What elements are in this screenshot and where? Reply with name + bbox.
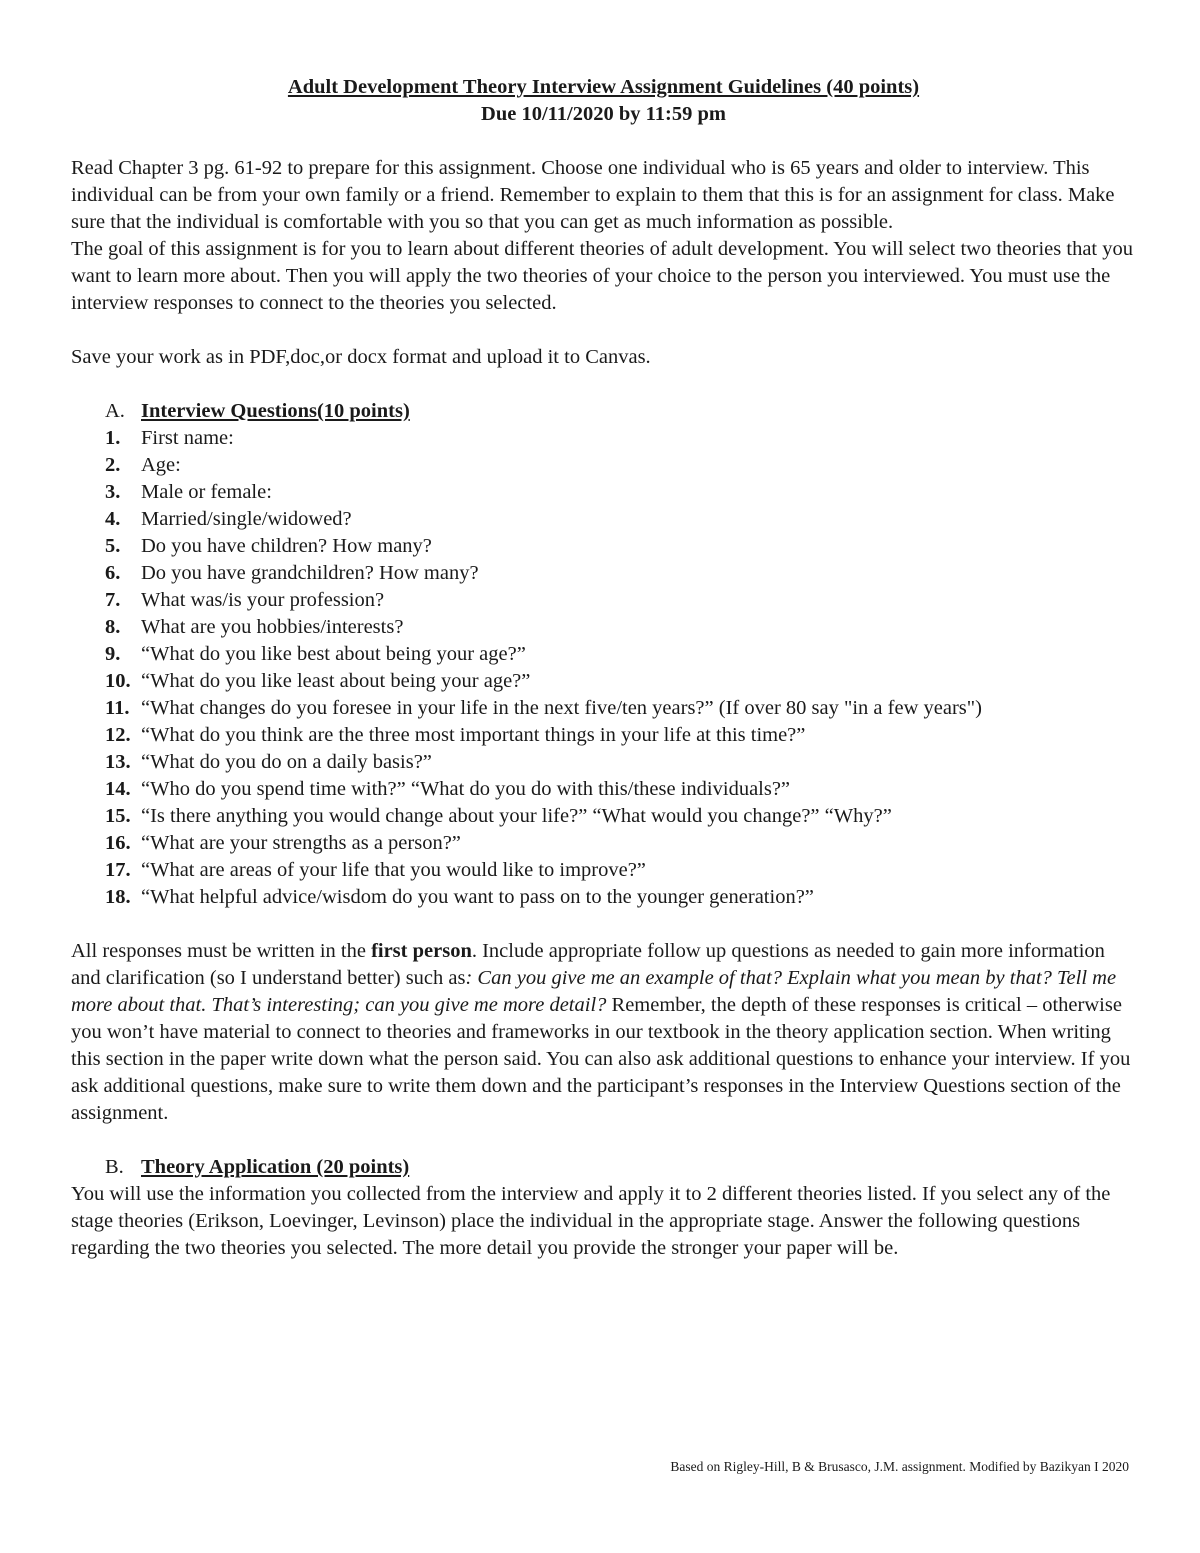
list-item xyxy=(71,614,1136,641)
question-number: 13. xyxy=(105,751,131,773)
list-item xyxy=(71,776,1136,803)
section-b-heading xyxy=(71,1154,1136,1181)
question-text: “What do you like best about being your age?” xyxy=(141,643,526,665)
intro-paragraph: Read Chapter 3 pg. 61-92 to prepare for this assignment. Choose one individual who is 65 years and older to interview. This individual can be from your own family or a friend. Remember to explain to them that this is for an assignment for class. Make sure that the individual is comfortable with you so that you can get as much information as possible. xyxy=(71,157,1115,233)
list-item xyxy=(71,695,1136,722)
question-number: 11. xyxy=(105,697,130,719)
theory-application-paragraph: You will use the information you collected from the interview and apply it to 2 different theories listed. If you select any of the stage theories (Erikson, Loevinger, Levinson) place the individual in the appropriate stage. Answer the following questions regarding the two theories you selected. The more detail you provide the stronger your paper will be. xyxy=(71,1183,1111,1259)
question-number: 2. xyxy=(105,454,121,476)
responses-lead: All responses must be written in the xyxy=(71,940,372,962)
interview-question-list xyxy=(71,425,1136,911)
question-text: “Who do you spend time with?” “What do you do with this/these individuals?” xyxy=(141,778,791,800)
list-item xyxy=(71,479,1136,506)
list-item xyxy=(71,452,1136,479)
question-text: What was/is your profession? xyxy=(141,589,385,611)
due-date: Due 10/11/2020 by 11:59 pm xyxy=(481,103,726,125)
document-page xyxy=(71,74,1136,1262)
question-number: 14. xyxy=(105,778,131,800)
question-text: Male or female: xyxy=(141,481,272,503)
question-number: 9. xyxy=(105,643,121,665)
question-text: “What do you think are the three most important things in your life at this time?” xyxy=(141,724,806,746)
question-text: First name: xyxy=(141,427,234,449)
spacer xyxy=(71,1127,1136,1154)
question-text: “What do you do on a daily basis?” xyxy=(141,751,432,773)
question-number: 1. xyxy=(105,427,121,449)
question-number: 15. xyxy=(105,805,131,827)
question-text: Married/single/widowed? xyxy=(141,508,352,530)
question-number: 16. xyxy=(105,832,131,854)
question-text: “Is there anything you would change about your life?” “What would you change?” “Why?” xyxy=(141,805,892,827)
question-number: 4. xyxy=(105,508,121,530)
spacer xyxy=(71,128,1136,155)
responses-bold: first person xyxy=(371,940,472,962)
question-number: 5. xyxy=(105,535,121,557)
question-text: “What are areas of your life that you would like to improve?” xyxy=(141,859,646,881)
list-item xyxy=(71,641,1136,668)
list-item xyxy=(71,587,1136,614)
question-number: 8. xyxy=(105,616,121,638)
list-item xyxy=(71,830,1136,857)
section-a-letter: A. xyxy=(105,400,125,422)
list-item xyxy=(71,857,1136,884)
list-item xyxy=(71,722,1136,749)
question-number: 10. xyxy=(105,670,131,692)
list-item xyxy=(71,560,1136,587)
question-text: Do you have children? How many? xyxy=(141,535,432,557)
question-text: “What are your strengths as a person?” xyxy=(141,832,461,854)
question-text: “What helpful advice/wisdom do you want to pass on to the younger generation?” xyxy=(141,886,814,908)
question-text: Do you have grandchildren? How many? xyxy=(141,562,479,584)
section-a-heading xyxy=(71,398,1136,425)
question-number: 7. xyxy=(105,589,121,611)
save-instructions: Save your work as in PDF,doc,or docx format and upload it to Canvas. xyxy=(71,346,651,368)
question-number: 3. xyxy=(105,481,121,503)
spacer xyxy=(71,317,1136,344)
question-number: 12. xyxy=(105,724,131,746)
question-text: “What do you like least about being your age?” xyxy=(141,670,531,692)
question-text: What are you hobbies/interests? xyxy=(141,616,404,638)
list-item xyxy=(71,803,1136,830)
goal-paragraph: The goal of this assignment is for you to learn about different theories of adult development. You will select two theories that you want to learn more about. Then you will apply the two theories of your choice to the person you interviewed. You must use the interview responses to connect to the theories you selected. xyxy=(71,238,1133,314)
footer-credit: Based on Rigley-Hill, B & Brusasco, J.M. assignment. Modified by Bazikyan I 2020 xyxy=(670,1459,1129,1474)
list-item xyxy=(71,884,1136,911)
list-item xyxy=(71,749,1136,776)
section-b-title: Theory Application (20 points) xyxy=(141,1156,410,1178)
document-title xyxy=(71,74,1136,101)
section-b-letter: B. xyxy=(105,1156,124,1178)
title-text: Adult Development Theory Interview Assignment Guidelines (40 points) xyxy=(287,76,920,98)
question-number: 6. xyxy=(105,562,121,584)
spacer xyxy=(71,911,1136,938)
responses-italic: : Can you give me an example of that? Explain what you mean by that? Tell me more about that. That’s interesting; can you give me more detail? xyxy=(71,967,1117,1016)
question-text: “What changes do you foresee in your life in the next five/ten years?” (If over 80 say "in a few years") xyxy=(141,697,982,719)
question-number: 17. xyxy=(105,859,131,881)
question-number: 18. xyxy=(105,886,131,908)
responses-rest: Remember, the depth of these responses is critical – otherwise you won’t have material to connect to theories and frameworks in our textbook in the theory application section. When writing this section in the paper write down what the person said. You can also ask additional questions to enhance your interview. If you ask additional questions, make sure to write them down and the participant’s responses in the Interview Questions section of the assignment. xyxy=(71,994,1131,1124)
list-item xyxy=(71,668,1136,695)
list-item xyxy=(71,506,1136,533)
list-item xyxy=(71,425,1136,452)
responses-paragraph xyxy=(71,938,1136,1127)
question-text: Age: xyxy=(141,454,181,476)
spacer xyxy=(71,371,1136,398)
responses-mid: . Include appropriate follow up questions as needed to gain more information and clarification (so I understand better) such as xyxy=(71,940,1105,989)
list-item xyxy=(71,533,1136,560)
section-a-title: Interview Questions(10 points) xyxy=(141,400,410,422)
